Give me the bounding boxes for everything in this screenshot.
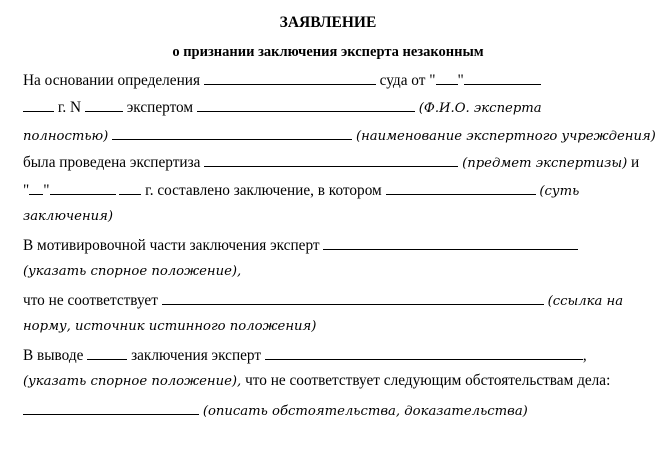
form-line-9 — [23, 290, 623, 311]
conclusion-year-field[interactable] — [119, 180, 141, 195]
document-subtitle: о признании заключения эксперта незаконным — [172, 44, 484, 60]
text: г. составлено заключение, в котором — [145, 182, 382, 199]
text: что не соответствует — [23, 292, 158, 309]
date-year-field[interactable] — [23, 97, 54, 112]
text: " — [23, 182, 30, 199]
disputed-reasoning-field[interactable] — [323, 235, 578, 250]
court-name-field[interactable] — [204, 70, 376, 85]
text: " — [43, 182, 50, 199]
form-line-2 — [23, 97, 542, 118]
hint: (Ф.И.О. эксперта — [418, 101, 542, 116]
hint: норму, источник истинного положения) — [23, 319, 317, 334]
conclusion-day-field[interactable] — [29, 180, 43, 195]
text: заключения эксперт — [131, 347, 262, 364]
form-line-11 — [23, 345, 587, 365]
form-line-12 — [23, 372, 610, 391]
text: г. N — [57, 99, 82, 116]
text: На основании определения — [23, 72, 200, 89]
text: , — [582, 347, 587, 364]
hint: (описать обстоятельства, доказательства) — [202, 404, 528, 419]
text: экспертом — [126, 99, 194, 116]
form-line-7 — [23, 235, 578, 255]
form-line-3 — [23, 125, 656, 146]
hint: (наименование экспертного учреждения) — [355, 129, 656, 144]
expertise-subject-field[interactable] — [204, 152, 458, 167]
hint: (указать спорное положение), — [23, 264, 242, 279]
text: была проведена экспертиза — [23, 154, 201, 171]
text: В выводе — [23, 347, 84, 364]
hint: полностью) — [23, 129, 109, 144]
disputed-conclusion-field[interactable] — [265, 345, 583, 360]
date-month-field[interactable] — [464, 70, 541, 85]
text: " — [457, 72, 464, 89]
document-title: ЗАЯВЛЕНИЕ — [279, 14, 377, 31]
norm-reference-field[interactable] — [162, 290, 544, 305]
circumstances-field[interactable] — [23, 400, 199, 415]
conclusion-month-field[interactable] — [50, 180, 116, 195]
expert-name-field[interactable] — [197, 97, 415, 112]
date-day-field[interactable] — [436, 70, 458, 85]
text: суда от " — [379, 72, 436, 89]
text: В мотивировочной части заключения эксперт — [23, 237, 320, 254]
form-line-13 — [23, 400, 528, 421]
hint: (указать спорное положение), — [23, 374, 242, 389]
form-line-1 — [23, 70, 541, 90]
text: и — [631, 154, 640, 171]
form-line-4 — [23, 152, 639, 173]
form-line-5 — [23, 180, 579, 201]
hint: заключения) — [23, 209, 114, 224]
ruling-number-field[interactable] — [85, 97, 123, 112]
hint: (суть — [539, 184, 580, 199]
hint: (ссылка на — [547, 294, 624, 309]
conclusion-part-field[interactable] — [87, 345, 127, 360]
form-line-8 — [23, 262, 241, 281]
form-line-10 — [23, 317, 316, 336]
conclusion-essence-field[interactable] — [386, 180, 536, 195]
hint: (предмет экспертизы) — [462, 156, 628, 171]
expert-institution-field[interactable] — [112, 125, 352, 140]
text: что не соответствует следующим обстоятельствам дела: — [245, 372, 611, 389]
form-line-6 — [23, 207, 113, 226]
